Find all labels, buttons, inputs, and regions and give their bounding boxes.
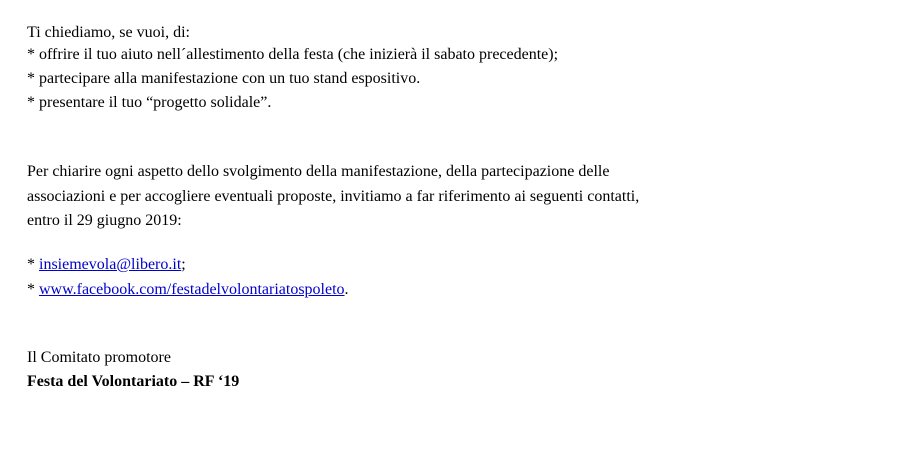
paragraph-line-3: entro il 29 giugno 2019: [27,212,182,229]
signature-committee: Il Comitato promotore [27,349,171,366]
facebook-link[interactable]: www.facebook.com/festadelvolontariatospoleto [39,281,345,298]
email-link[interactable]: insiemevola@libero.it [39,256,182,273]
paragraph-line-2: associazioni e per accogliere eventuali proposte, invitiamo a far riferimento ai seguenti contatti, [27,188,640,205]
contact-website-prefix: * [27,281,39,298]
contact-email-suffix: ; [181,256,186,273]
intro-text: Ti chiediamo, se vuoi, di: [27,24,190,41]
paragraph-line-1: Per chiarire ogni aspetto dello svolgimento della manifestazione, della partecipazione delle [27,163,610,180]
contact-email-prefix: * [27,256,39,273]
bullet-stand: * partecipare alla manifestazione con un tuo stand espositivo. [27,70,421,87]
contact-website-line [27,280,349,299]
bullet-project: * presentare il tuo “progetto solidale”. [27,94,272,111]
contact-email-line [27,255,186,274]
signature-event: Festa del Volontariato – RF ‘19 [27,373,240,390]
bullet-offer-help: * offrire il tuo aiuto nell´allestimento della festa (che inizierà il sabato precedente); [27,46,559,63]
contact-website-suffix: . [344,281,349,298]
